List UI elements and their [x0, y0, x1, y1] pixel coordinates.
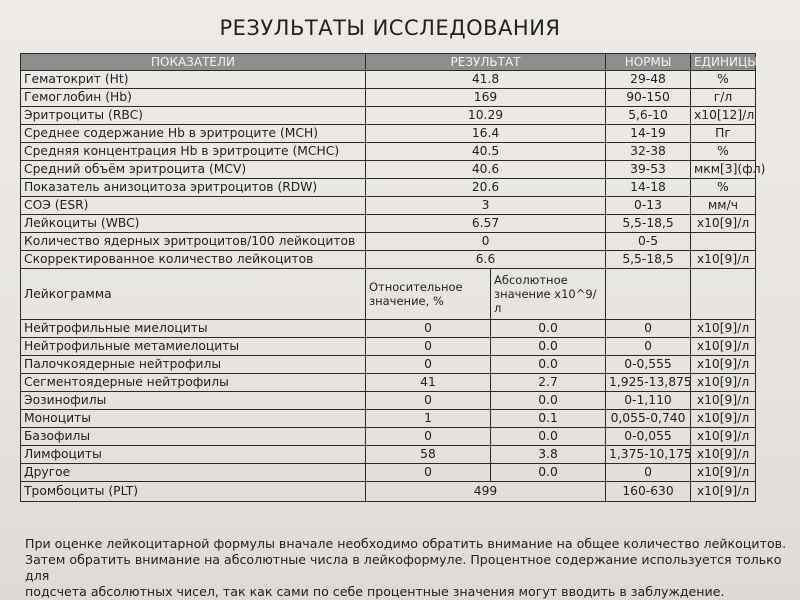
row-absolute: 2.7	[491, 374, 606, 392]
row-result: 40.5	[366, 143, 606, 161]
row-unit: x10[9]/л	[691, 392, 756, 410]
table-header-row	[21, 54, 756, 71]
row-unit: Пг	[691, 125, 756, 143]
row-relative: 0	[366, 464, 491, 482]
row-unit: мкм[3](фл)	[691, 161, 756, 179]
table-row	[21, 107, 756, 125]
leukogram-header-row	[21, 269, 756, 320]
row-name: Количество ядерных эритроцитов/100 лейкоцитов	[21, 233, 366, 251]
footnote-line: подсчета абсолютных чисел, так как сами по себе процентные значения могут вводить в заблуждение.	[25, 584, 725, 599]
row-norm: 14-19	[606, 125, 691, 143]
row-absolute: 0.0	[491, 464, 606, 482]
row-relative: 58	[366, 446, 491, 464]
row-unit: %	[691, 71, 756, 89]
table-row	[21, 233, 756, 251]
row-unit: x10[9]/л	[691, 356, 756, 374]
row-norm: 0	[606, 338, 691, 356]
row-name: Гемоглобин (Hb)	[21, 89, 366, 107]
row-norm: 14-18	[606, 179, 691, 197]
row-unit: x10[9]/л	[691, 482, 756, 502]
row-unit: x10[9]/л	[691, 251, 756, 269]
row-name: Другое	[21, 464, 366, 482]
row-absolute: 0.0	[491, 356, 606, 374]
leukogram-row	[21, 356, 756, 374]
row-unit: x10[12]/л	[691, 107, 756, 125]
row-result: 6.57	[366, 215, 606, 233]
table-row	[21, 71, 756, 89]
row-result: 0	[366, 233, 606, 251]
row-result: 40.6	[366, 161, 606, 179]
leukogram-unit-empty	[691, 269, 756, 320]
table-row	[21, 197, 756, 215]
row-name: Сегментоядерные нейтрофилы	[21, 374, 366, 392]
row-unit: %	[691, 179, 756, 197]
row-norm: 0-1,110	[606, 392, 691, 410]
row-name: Нейтрофильные метамиелоциты	[21, 338, 366, 356]
row-norm: 0-13	[606, 197, 691, 215]
row-absolute: 0.1	[491, 410, 606, 428]
row-unit: x10[9]/л	[691, 464, 756, 482]
row-norm: 0-5	[606, 233, 691, 251]
footnote-line: Затем обратить внимание на абсолютные числа в лейкоформуле. Процентное содержание используется только для	[25, 552, 782, 583]
header-norms: НОРМЫ	[606, 54, 691, 71]
row-absolute: 0.0	[491, 320, 606, 338]
leukogram-row	[21, 428, 756, 446]
row-norm: 39-53	[606, 161, 691, 179]
row-unit: мм/ч	[691, 197, 756, 215]
row-name: Средняя концентрация Hb в эритроците (MCHC)	[21, 143, 366, 161]
row-norm: 32-38	[606, 143, 691, 161]
header-units: ЕДИНИЦЫ	[691, 54, 756, 71]
row-unit: x10[9]/л	[691, 410, 756, 428]
row-name: Лейкоциты (WBC)	[21, 215, 366, 233]
table-row	[21, 89, 756, 107]
row-name: Среднее содержание Hb в эритроците (MCH)	[21, 125, 366, 143]
main-results-body	[21, 71, 766, 269]
leukogram-body	[21, 320, 756, 482]
row-relative: 0	[366, 428, 491, 446]
row-name: Моноциты	[21, 410, 366, 428]
row-name: Базофилы	[21, 428, 366, 446]
row-unit: x10[9]/л	[691, 320, 756, 338]
row-result: 6.6	[366, 251, 606, 269]
leukogram-row	[21, 374, 756, 392]
leukogram-header	[21, 269, 756, 320]
row-unit: x10[9]/л	[691, 446, 756, 464]
table-row	[21, 161, 756, 179]
row-norm: 90-150	[606, 89, 691, 107]
row-unit: %	[691, 143, 756, 161]
row-norm: 0-0,055	[606, 428, 691, 446]
row-name: СОЭ (ESR)	[21, 197, 366, 215]
table-row	[21, 251, 756, 269]
row-unit: x10[9]/л	[691, 374, 756, 392]
row-norm: 1,375-10,175	[606, 446, 691, 464]
leukogram-row	[21, 338, 756, 356]
results-table	[20, 53, 766, 502]
row-result: 20.6	[366, 179, 606, 197]
row-absolute: 0.0	[491, 392, 606, 410]
footnote	[25, 536, 795, 600]
leukogram-label: Лейкограмма	[21, 269, 366, 320]
table-row	[21, 125, 756, 143]
row-relative: 1	[366, 410, 491, 428]
row-relative: 0	[366, 320, 491, 338]
row-result: 499	[366, 482, 606, 502]
row-norm: 29-48	[606, 71, 691, 89]
row-result: 3	[366, 197, 606, 215]
leukogram-row	[21, 320, 756, 338]
row-unit: x10[9]/л	[691, 338, 756, 356]
row-norm: 0	[606, 464, 691, 482]
relative-value-header: Относительное значение, %	[366, 269, 491, 320]
row-name: Скорректированное количество лейкоцитов	[21, 251, 366, 269]
leukogram-row	[21, 464, 756, 482]
table-row-platelets	[21, 482, 756, 502]
row-unit: x10[9]/л	[691, 215, 756, 233]
row-name: Палочкоядерные нейтрофилы	[21, 356, 366, 374]
footnote-line: При оценке лейкоцитарной формулы вначале необходимо обратить внимание на общее количество лейкоцитов.	[25, 536, 787, 551]
row-norm: 160-630	[606, 482, 691, 502]
header-indicators: ПОКАЗАТЕЛИ	[21, 54, 366, 71]
leukogram-norm-empty	[606, 269, 691, 320]
row-norm: 0,055-0,740	[606, 410, 691, 428]
row-norm: 0	[606, 320, 691, 338]
row-name: Лимфоциты	[21, 446, 366, 464]
row-norm: 5,5-18,5	[606, 251, 691, 269]
row-absolute: 0.0	[491, 338, 606, 356]
row-unit: x10[9]/л	[691, 428, 756, 446]
leukogram-row	[21, 392, 756, 410]
row-unit: г/л	[691, 89, 756, 107]
row-norm: 1,925-13,875	[606, 374, 691, 392]
header-result: РЕЗУЛЬТАТ	[366, 54, 606, 71]
leukogram-row	[21, 446, 756, 464]
page-title: РЕЗУЛЬТАТЫ ИССЛЕДОВАНИЯ	[219, 16, 561, 40]
row-name: Средний объём эритроцита (MCV)	[21, 161, 366, 179]
table-row	[21, 179, 756, 197]
row-result: 10.29	[366, 107, 606, 125]
row-result: 41.8	[366, 71, 606, 89]
row-relative: 0	[366, 356, 491, 374]
row-name: Нейтрофильные миелоциты	[21, 320, 366, 338]
table-row	[21, 215, 756, 233]
row-result: 16.4	[366, 125, 606, 143]
row-name: Показатель анизоцитоза эритроцитов (RDW)	[21, 179, 366, 197]
row-norm: 0-0,555	[606, 356, 691, 374]
row-name: Эозинофилы	[21, 392, 366, 410]
table-row	[21, 143, 756, 161]
row-result: 169	[366, 89, 606, 107]
row-relative: 0	[366, 338, 491, 356]
row-name: Тромбоциты (PLT)	[21, 482, 366, 502]
row-norm: 5,5-18,5	[606, 215, 691, 233]
row-absolute: 3.8	[491, 446, 606, 464]
row-relative: 41	[366, 374, 491, 392]
row-name: Эритроциты (RBC)	[21, 107, 366, 125]
row-absolute: 0.0	[491, 428, 606, 446]
leukogram-row	[21, 410, 756, 428]
row-unit	[691, 233, 756, 251]
platelets-body	[21, 482, 756, 502]
row-relative: 0	[366, 392, 491, 410]
row-name: Гематокрит (Ht)	[21, 71, 366, 89]
row-norm: 5,6-10	[606, 107, 691, 125]
absolute-value-header: Абсолютное значение x10^9/л	[491, 269, 606, 320]
